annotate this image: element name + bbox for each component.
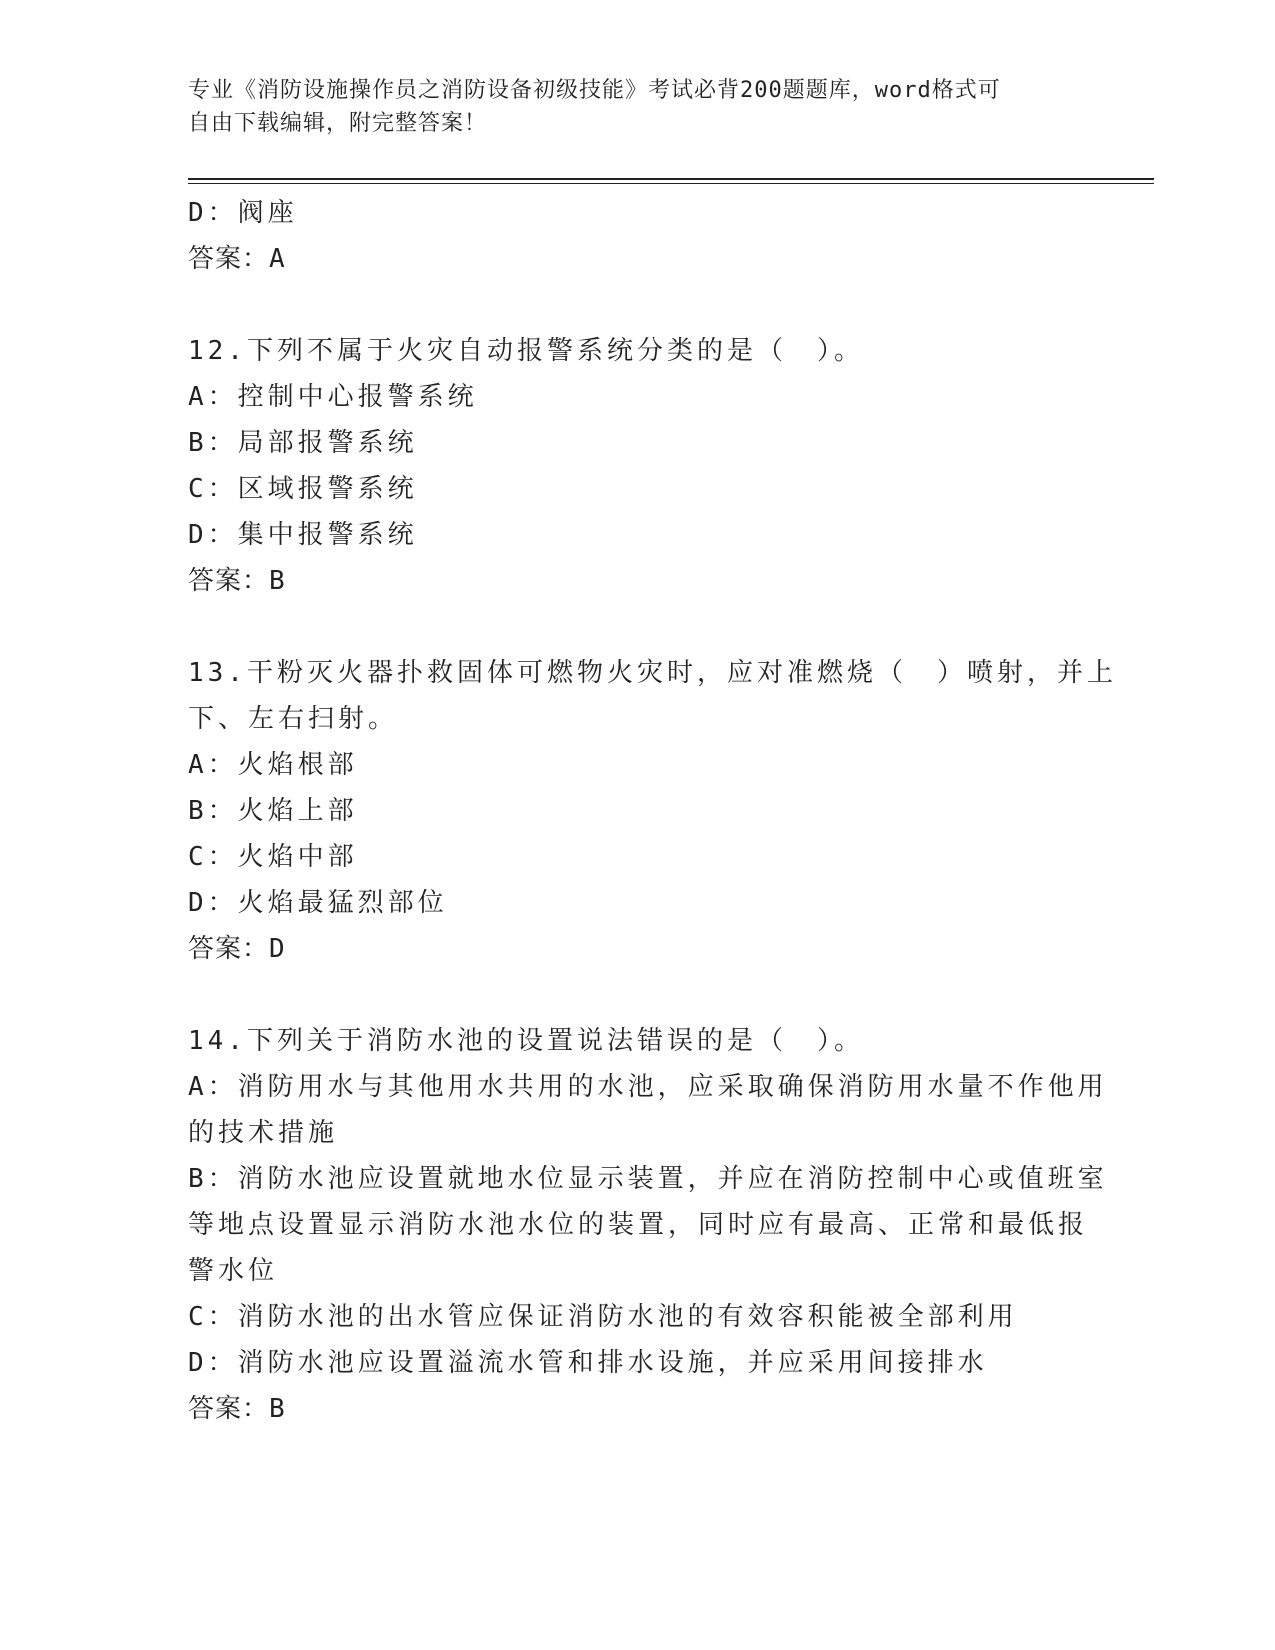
question-stem-line: 14.下列关于消防水池的设置说法错误的是（ ）。 [188,1026,864,1056]
option-c: C：消防水池的出水管应保证消防水池的有效容积能被全部利用 [188,1302,1018,1332]
option-d: D：消防水池应设置溢流水管和排水设施，并应采用间接排水 [188,1348,988,1378]
document-header [188,74,1068,140]
answer: 答案：D [188,934,286,964]
question-stem-line: 12.下列不属于火灾自动报警系统分类的是（ ）。 [188,336,864,366]
option-b-line: 等地点设置显示消防水池水位的装置，同时应有最高、正常和最低报 [188,1210,1089,1240]
option-a: A：控制中心报警系统 [188,382,478,412]
spacer [188,282,1068,328]
header-rule-thick [188,178,1154,180]
prev-option-d: D：阀座 [188,198,298,228]
option-a-line: A：消防用水与其他用水共用的水池，应采取确保消防用水量不作他用 [188,1072,1108,1102]
option-d: D：集中报警系统 [188,520,418,550]
question-content [188,190,1117,1432]
option-b-line: 警水位 [188,1256,279,1286]
option-c: C：火焰中部 [188,842,358,872]
prev-answer: 答案：A [188,244,286,274]
answer: 答案：B [188,566,286,596]
option-d: D：火焰最猛烈部位 [188,888,448,918]
question-13 [188,650,1117,972]
option-a-line: 的技术措施 [188,1118,339,1148]
option-c: C：区域报警系统 [188,474,418,504]
answer: 答案：B [188,1394,286,1424]
header-line-2: 自由下载编辑，附完整答案！ [188,111,488,136]
spacer [188,604,1068,650]
header-rule-thin [188,183,1154,184]
spacer [188,972,1068,1018]
option-b: B：局部报警系统 [188,428,418,458]
question-14 [188,1018,1108,1432]
option-b: B：火焰上部 [188,796,358,826]
option-b-line: B：消防水池应设置就地水位显示装置，并应在消防控制中心或值班室 [188,1164,1108,1194]
question-stem-line: 13.干粉灭火器扑救固体可燃物火灾时，应对准燃烧（ ）喷射，并上 [188,658,1117,688]
question-stem-line: 下、左右扫射。 [188,704,399,734]
question-12 [188,328,1068,604]
option-a: A：火焰根部 [188,750,358,780]
header-line-1: 专业《消防设施操作员之消防设备初级技能》考试必背200题题库，word格式可 [188,78,1001,103]
